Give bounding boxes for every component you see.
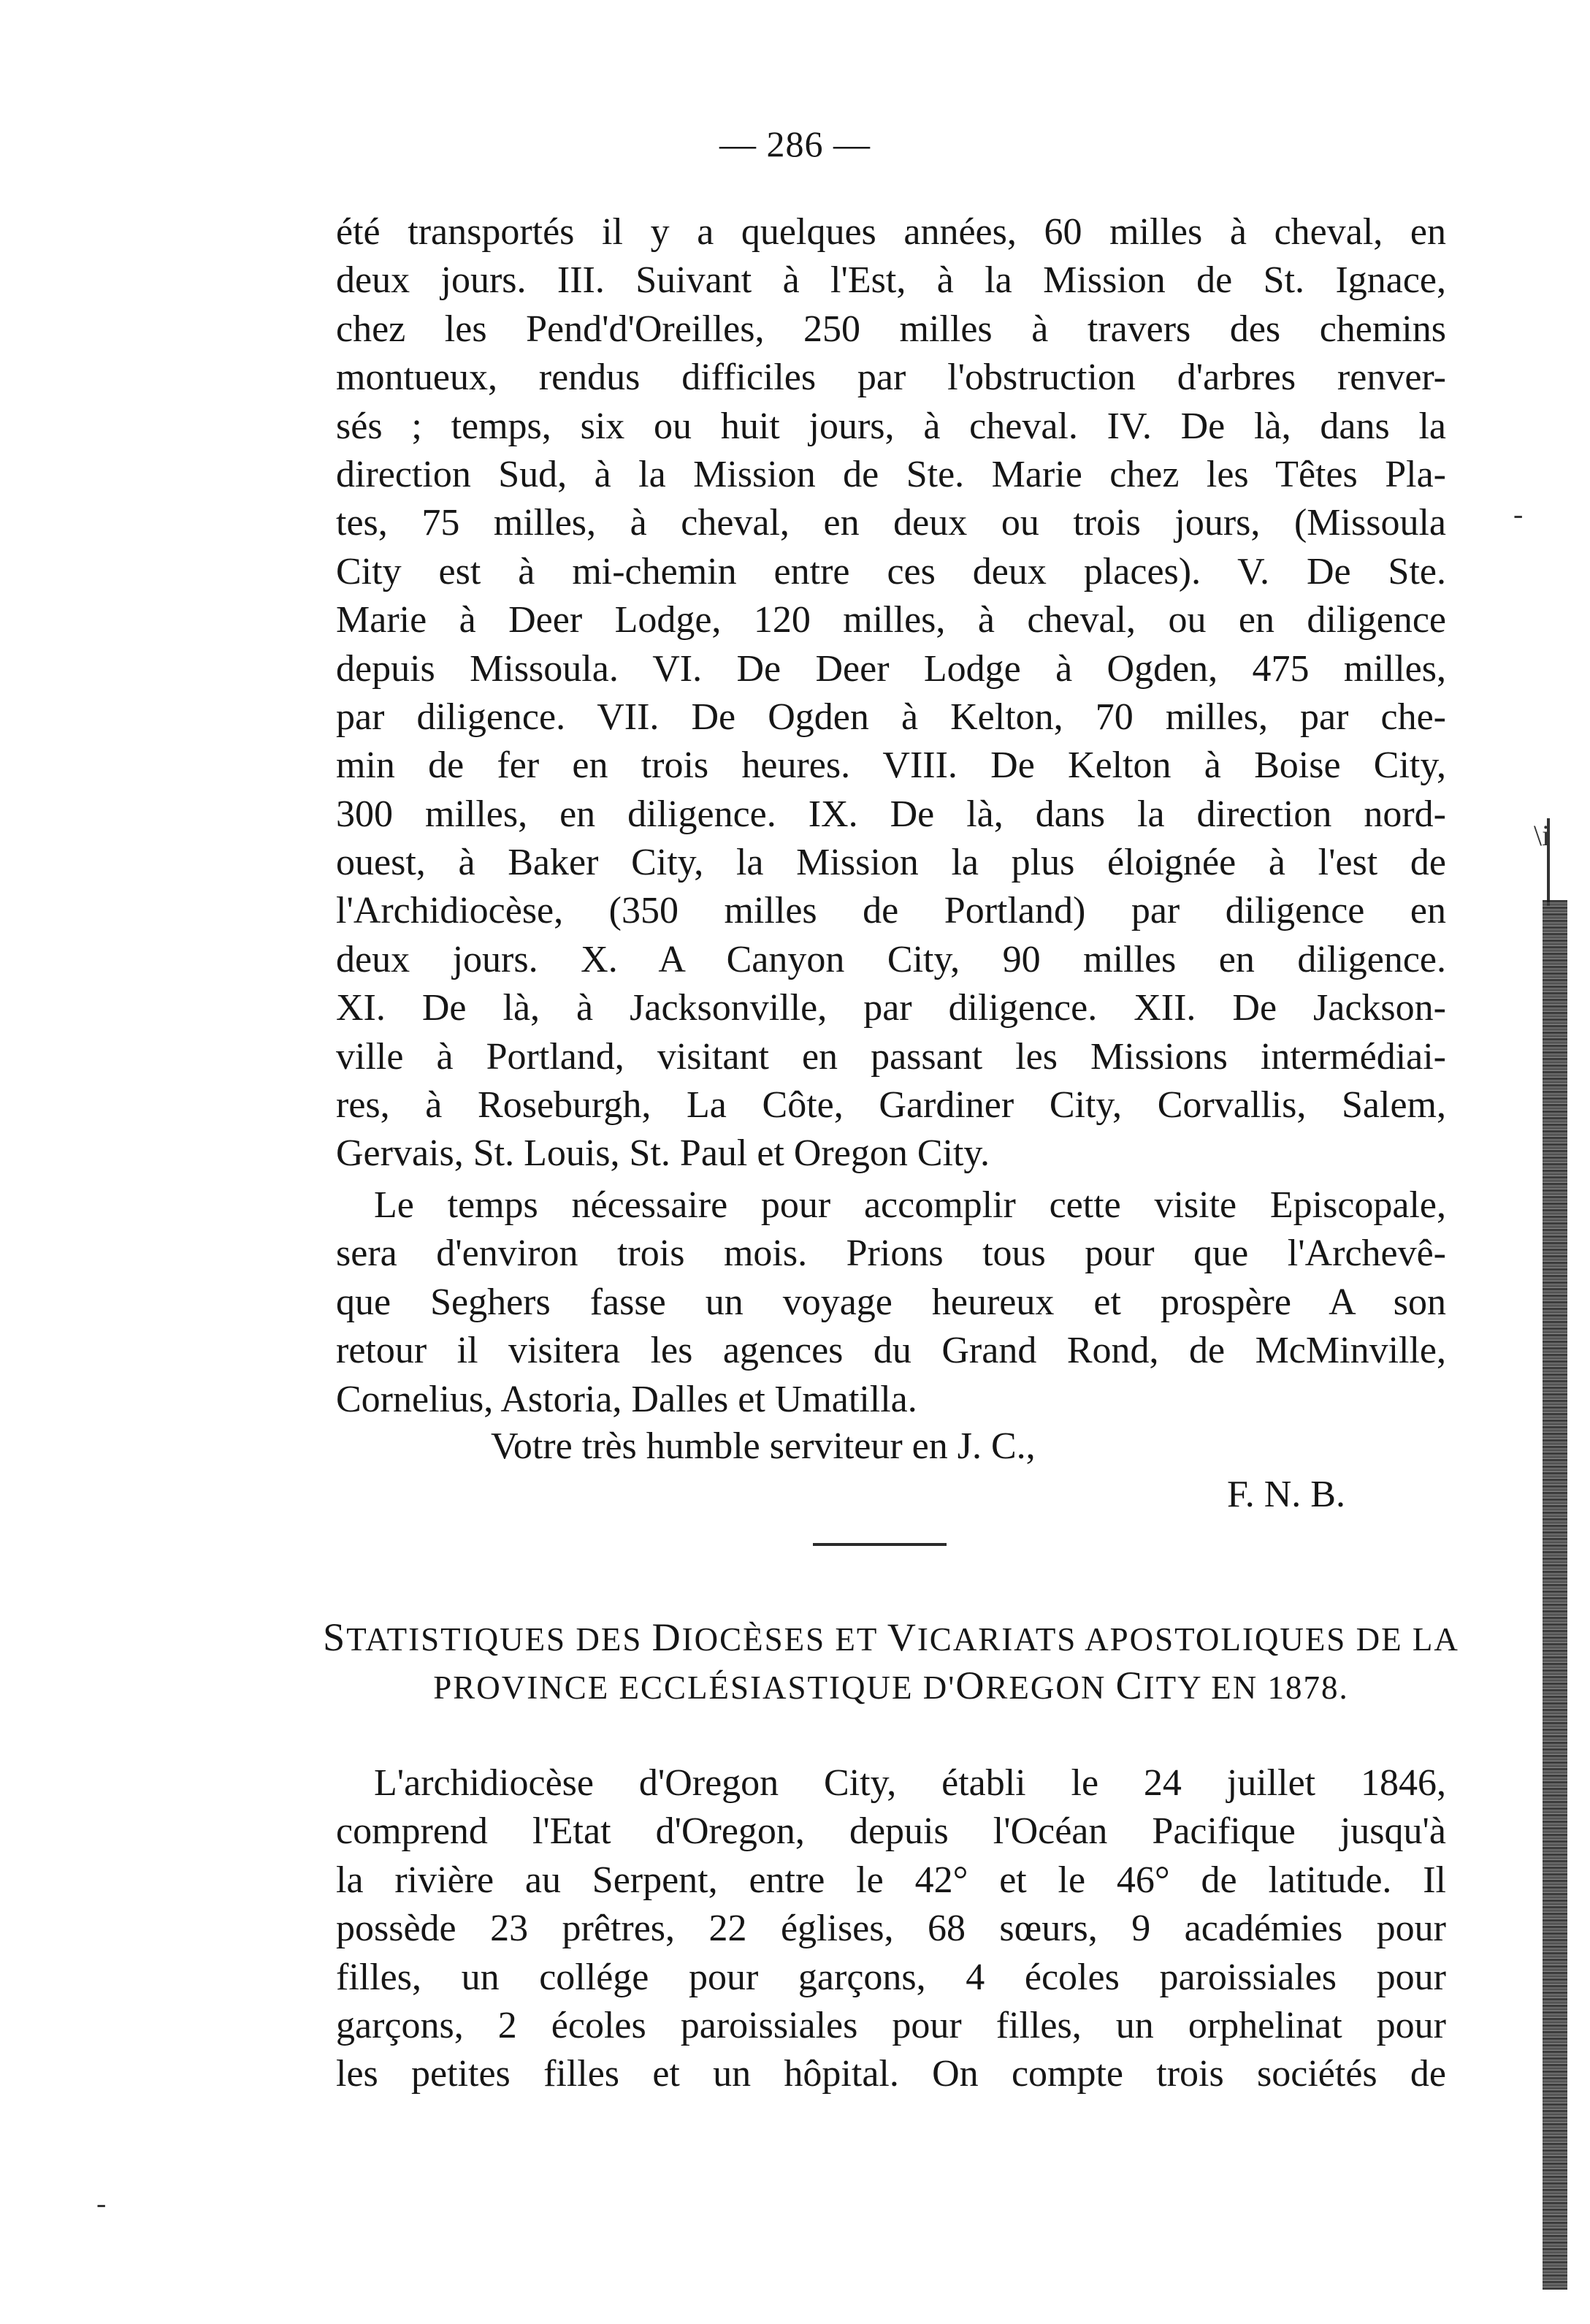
text-line: comprend l'Etat d'Oregon, depuis l'Océan Pacifique jusqu'à bbox=[336, 1810, 1446, 1853]
text-line: sés ; temps, six ou huit jours, à cheval. IV. De là, dans la bbox=[336, 405, 1446, 447]
closing-paragraph bbox=[336, 1181, 1446, 1424]
text-line: par diligence. VII. De Ogden à Kelton, 70 milles, par che- bbox=[336, 696, 1446, 738]
text-line: res, à Roseburgh, La Côte, Gardiner City, Corvallis, Salem, bbox=[336, 1084, 1446, 1127]
text-line: garçons, 2 écoles paroissiales pour filles, un orphelinat pour bbox=[336, 2004, 1446, 2046]
text-line: 300 milles, en diligence. IX. De là, dans la direction nord- bbox=[336, 793, 1446, 835]
signature-initials: F. N. B. bbox=[1227, 1474, 1345, 1515]
text-line: la rivière au Serpent, entre le 42° et le 46° de latitude. Il bbox=[336, 1859, 1446, 1901]
itinerary-paragraph bbox=[336, 208, 1446, 1178]
text-line: XI. De là, à Jacksonville, par diligence. XII. De Jackson- bbox=[336, 987, 1446, 1029]
text-line: montueux, rendus difficiles par l'obstruction d'arbres renver- bbox=[336, 357, 1446, 399]
text-line: Le temps nécessaire pour accomplir cette visite Episcopale, bbox=[374, 1184, 1446, 1226]
section-heading-line-1: STATISTIQUES DES DIOCÈSES ET VICARIATS APOSTOLIQUES DE LA bbox=[323, 1615, 1459, 1659]
text-line: retour il visitera les agences du Grand Rond, de McMinville, bbox=[336, 1330, 1446, 1372]
text-line: min de fer en trois heures. VIII. De Kelton à Boise City, bbox=[336, 744, 1446, 787]
margin-mark: - bbox=[96, 2187, 107, 2220]
margin-mark: - bbox=[1513, 498, 1524, 530]
text-line: sera d'environ trois mois. Prions tous pour que l'Archevê- bbox=[336, 1233, 1446, 1275]
text-line: chez les Pend'd'Oreilles, 250 milles à travers des chemins bbox=[336, 308, 1446, 350]
text-line: ouest, à Baker City, la Mission la plus éloignée à l'est de bbox=[336, 842, 1446, 884]
text-line: L'archidiocèse d'Oregon City, établi le 24 juillet 1846, bbox=[374, 1762, 1446, 1804]
text-line: que Seghers fasse un voyage heureux et prospère A son bbox=[336, 1281, 1446, 1323]
text-line: tes, 75 milles, à cheval, en deux ou trois jours, (Missoula bbox=[336, 502, 1446, 544]
text-line: Marie à Deer Lodge, 120 milles, à cheval, ou en diligence bbox=[336, 599, 1446, 641]
section-divider bbox=[813, 1543, 947, 1546]
text-line: Gervais, St. Louis, St. Paul et Oregon City. bbox=[336, 1132, 990, 1175]
text-line: filles, un collége pour garçons, 4 écoles paroissiales pour bbox=[336, 1956, 1446, 1998]
text-line: possède 23 prêtres, 22 églises, 68 sœurs, 9 académies pour bbox=[336, 1908, 1446, 1950]
text-line: ville à Portland, visitant en passant les Missions intermédiai- bbox=[336, 1035, 1446, 1078]
margin-mark: \i bbox=[1534, 819, 1551, 852]
salutation: Votre très humble serviteur en J. C., bbox=[491, 1425, 1036, 1467]
section-heading-line-2: PROVINCE ECCLÉSIASTIQUE D'OREGON CITY EN 1878. bbox=[433, 1664, 1349, 1707]
text-line: l'Archidiocèse, (350 milles de Portland) par diligence en bbox=[336, 890, 1446, 932]
page-number: — 286 — bbox=[719, 123, 871, 164]
page-edge-shadow bbox=[1543, 900, 1567, 2290]
text-line: Cornelius, Astoria, Dalles et Umatilla. bbox=[336, 1378, 917, 1420]
text-line: deux jours. X. A Canyon City, 90 milles en diligence. bbox=[336, 938, 1446, 980]
text-line: deux jours. III. Suivant à l'Est, à la Mission de St. Ignace, bbox=[336, 259, 1446, 302]
statistics-paragraph bbox=[336, 1759, 1446, 2099]
text-line: été transportés il y a quelques années, 60 milles à cheval, en bbox=[336, 211, 1446, 253]
text-line: direction Sud, à la Mission de Ste. Marie chez les Têtes Pla- bbox=[336, 453, 1446, 495]
text-line: les petites filles et un hôpital. On compte trois sociétés de bbox=[336, 2053, 1446, 2095]
text-line: depuis Missoula. VI. De Deer Lodge à Ogden, 475 milles, bbox=[336, 647, 1446, 690]
text-line: City est à mi-chemin entre ces deux places). V. De Ste. bbox=[336, 550, 1446, 593]
